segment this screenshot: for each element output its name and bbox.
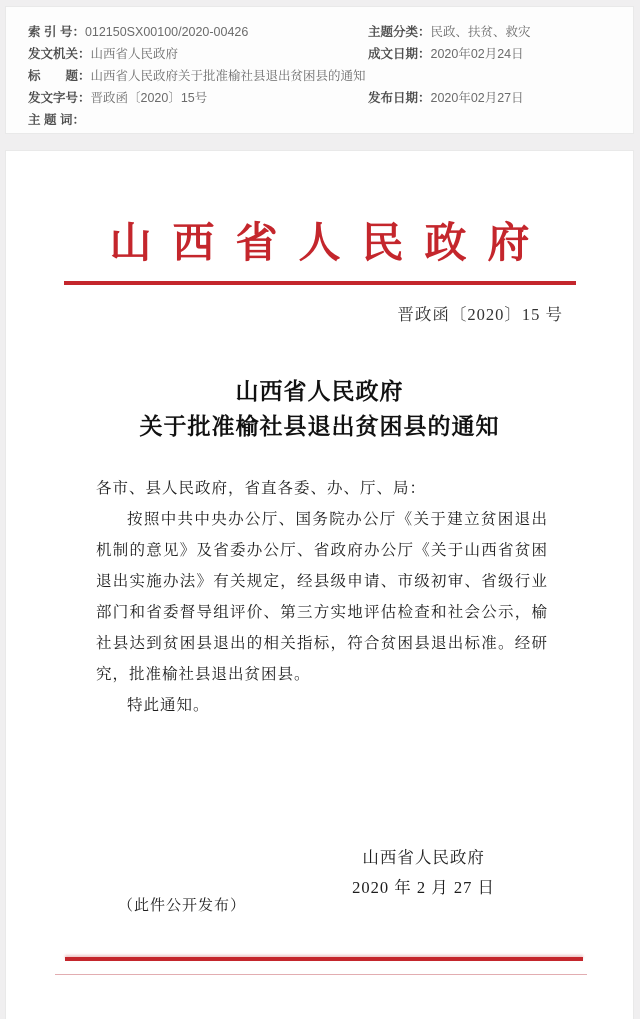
salutation: 各市、县人民政府，省直各委、办、厅、局：	[96, 480, 427, 497]
signature-name: 山西省人民政府	[362, 848, 485, 867]
meta-title	[28, 66, 623, 84]
meta-written-date-value: 2020年02月24日	[430, 47, 524, 61]
public-release-note: （此件公开发布）	[118, 898, 247, 914]
meta-index-number	[28, 22, 368, 40]
footer-rule-thick	[65, 957, 583, 961]
agency-banner-title: 山西省人民政府	[109, 221, 551, 267]
meta-issuing-agency-value: 山西省人民政府	[90, 47, 179, 61]
document-metadata-card	[5, 6, 634, 134]
meta-doc-number-label: 发文字号：	[28, 91, 91, 105]
body-paragraph-1: 按照中共中央办公厅、国务院办公厅《关于建立贫困退出机制的意见》及省委办公厅、省政府办公厅《关于山西省贫困退出实施办法》有关规定，经县级申请、市级初审、省级行业部门和省委督导组评价、第三方实地评估检查和社会公示，榆社县达到贫困县退出的相关指标，符合贫困县退出标准。经研究，批准榆社县退出贫困县。	[96, 511, 548, 683]
meta-subject-category-label: 主题分类：	[368, 25, 431, 39]
meta-doc-number-value: 晋政函〔2020〕15号	[90, 91, 208, 105]
footer-rule-thin	[55, 974, 587, 975]
document-number: 晋政函〔2020〕15 号	[397, 305, 563, 324]
meta-publish-date-value: 2020年02月27日	[430, 91, 524, 105]
meta-subject-category	[368, 22, 623, 40]
meta-title-label: 标 题：	[28, 69, 91, 83]
meta-written-date-label: 成文日期：	[368, 47, 431, 61]
meta-publish-date	[368, 88, 623, 106]
meta-index-number-label: 索 引 号：	[28, 25, 85, 39]
meta-subject-category-value: 民政、扶贫、救灾	[430, 25, 531, 39]
signature-date: 2020 年 2 月 27 日	[352, 878, 495, 897]
metadata-grid	[28, 20, 623, 130]
meta-keywords	[28, 110, 623, 128]
document-title-line1: 山西省人民政府	[235, 379, 404, 404]
meta-title-value: 山西省人民政府关于批准榆社县退出贫困县的通知	[90, 69, 366, 83]
document-title	[6, 374, 633, 444]
meta-issuing-agency	[28, 44, 368, 62]
document-body	[96, 473, 548, 721]
meta-doc-number	[28, 88, 368, 106]
meta-keywords-label: 主 题 词：	[28, 113, 85, 127]
body-paragraph-2: 特此通知。	[127, 697, 210, 714]
official-document	[5, 150, 634, 1019]
meta-issuing-agency-label: 发文机关：	[28, 47, 91, 61]
meta-index-number-value: 012150SX00100/2020-00426	[84, 25, 249, 39]
meta-written-date	[368, 44, 623, 62]
signature-block	[352, 843, 495, 903]
document-title-line2: 关于批准榆社县退出贫困县的通知	[139, 414, 500, 439]
header-double-rule	[64, 281, 576, 285]
meta-publish-date-label: 发布日期：	[368, 91, 431, 105]
